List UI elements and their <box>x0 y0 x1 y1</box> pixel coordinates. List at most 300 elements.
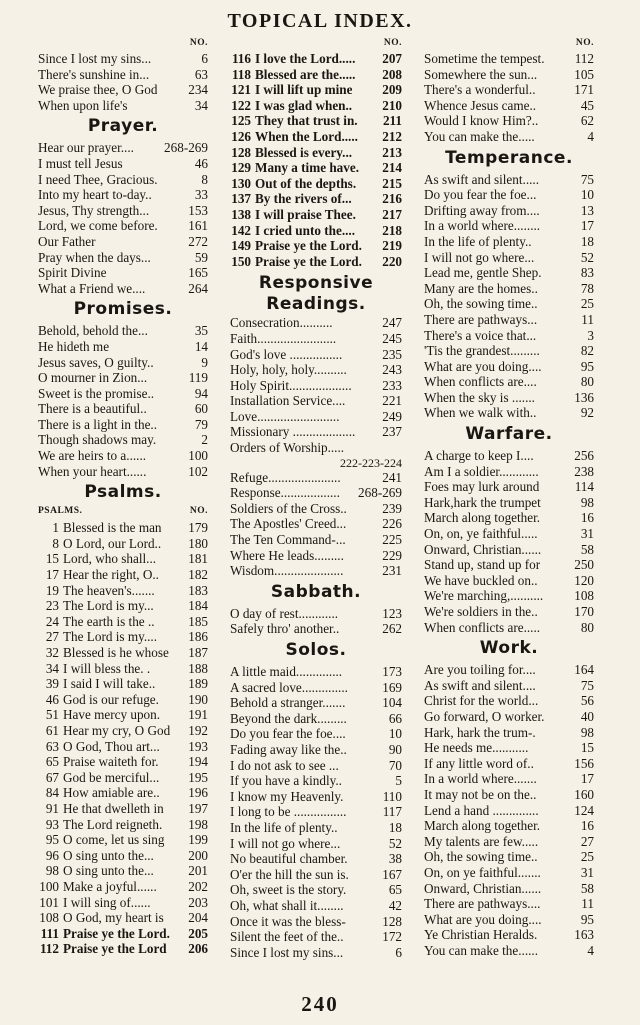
psalm-entry <box>38 707 208 723</box>
hymn-number: 218 <box>382 222 402 238</box>
index-entry <box>38 370 208 386</box>
hymn-number: 75 <box>580 677 594 693</box>
psalm-entry <box>38 801 208 817</box>
entry-title <box>230 113 358 129</box>
index-entry <box>230 664 402 680</box>
hymn-number: 220 <box>382 253 402 269</box>
index-entry <box>38 281 208 297</box>
psalm-number: 125 <box>231 113 251 129</box>
index-entry <box>38 448 208 464</box>
index-entry <box>424 265 594 281</box>
psalm-number: 23 <box>45 598 59 614</box>
entry-title <box>38 801 164 817</box>
entry-title: A charge to keep I.... <box>424 448 534 464</box>
hymn-number: 215 <box>382 175 402 191</box>
index-entry <box>38 401 208 417</box>
entry-list <box>230 664 402 960</box>
entry-title <box>230 98 352 114</box>
entry-title: In a world where....... <box>424 771 537 787</box>
hymn-number: 17 <box>580 218 594 234</box>
hymn-number: 95 <box>580 911 594 927</box>
psalm-number: 118 <box>231 66 251 82</box>
section-heading-work: Work. <box>479 638 539 659</box>
hymn-number: 250 <box>574 557 594 573</box>
index-entry <box>424 359 594 375</box>
hymn-number: 245 <box>382 330 402 346</box>
psalm-entry <box>230 145 402 161</box>
psalm-entry <box>38 723 208 739</box>
entry-title: Holy Spirit................... <box>230 377 352 393</box>
psalm-number: 34 <box>45 660 59 676</box>
index-entry <box>424 218 594 234</box>
index-entry <box>230 331 402 347</box>
psalm-number: 100 <box>39 878 59 894</box>
psalm-number: 149 <box>231 238 251 254</box>
psalm-title: Lord, who shall... <box>63 551 157 567</box>
entry-title: Once it was the bless- <box>230 913 346 929</box>
entry-title: Drifting away from.... <box>424 202 540 218</box>
hymn-number: 119 <box>188 370 208 386</box>
entry-title: When your heart...... <box>38 463 147 479</box>
entry-title: If you have a kindly.. <box>230 773 342 789</box>
entry-title: If any little word of.. <box>424 755 534 771</box>
hymn-number: 190 <box>188 691 208 707</box>
entry-title: Pray when the days... <box>38 249 151 265</box>
psalm-title: Praise ye the Lord. <box>255 253 362 269</box>
entry-title: On, on ye faithful....... <box>424 864 541 880</box>
hymn-number: 210 <box>382 97 402 113</box>
hymn-number: 18 <box>388 819 402 835</box>
hymn-number: 170 <box>574 604 594 619</box>
psalm-title: I love the Lord..... <box>255 51 356 66</box>
index-entry <box>230 789 402 805</box>
entry-title: There is a light in the.. <box>38 416 158 432</box>
entry-title <box>38 551 156 567</box>
index-entry <box>424 865 594 881</box>
index-entry <box>230 945 402 961</box>
entry-title: Missionary ................... <box>230 424 356 440</box>
entry-title: Orders of Worship..... <box>230 440 345 456</box>
hymn-number: 10 <box>388 726 402 742</box>
section-heading-responsive-readings <box>230 269 402 315</box>
hymn-number: 189 <box>188 676 208 692</box>
hymn-number: 203 <box>188 894 208 910</box>
index-entry <box>230 773 402 789</box>
index-entry <box>424 834 594 850</box>
psalm-entry <box>38 645 208 661</box>
psalm-list <box>38 520 208 957</box>
psalm-number: 17 <box>45 567 59 583</box>
hymn-number: 221 <box>382 393 402 409</box>
psalm-title: Praise ye the Lord. <box>63 925 170 941</box>
entry-title: Silent the feet of the.. <box>230 929 344 945</box>
psalm-entry <box>38 832 208 848</box>
hymn-number: 225 <box>382 532 402 548</box>
psalm-entry <box>38 583 208 599</box>
hymn-number: 212 <box>382 128 402 144</box>
index-entry <box>424 67 594 83</box>
index-entry <box>230 758 402 774</box>
index-entry <box>230 914 402 930</box>
psalm-entry <box>230 176 402 192</box>
entry-title: Am I a soldier............ <box>424 463 539 479</box>
index-entry <box>230 726 402 742</box>
entry-title: Soldiers of the Cross.. <box>230 500 347 516</box>
index-entry <box>424 756 594 772</box>
index-entry <box>424 113 594 129</box>
hymn-number: 14 <box>194 338 208 354</box>
hymn-number: 237 <box>382 424 402 440</box>
entry-title <box>38 614 155 630</box>
hymn-number: 272 <box>188 233 208 249</box>
hymn-number: 156 <box>574 755 594 771</box>
entry-title: We're marching,.......... <box>424 588 544 604</box>
psalm-title: I said I will take.. <box>63 676 156 692</box>
hymn-number: 160 <box>574 786 594 802</box>
entry-title: The Ten Command-... <box>230 532 346 548</box>
psalm-title: Praise waiteth for. <box>63 754 159 770</box>
hymn-number: 82 <box>580 343 594 359</box>
hymn-number: 114 <box>574 479 594 495</box>
psalm-number: 65 <box>45 754 59 770</box>
hymn-number: 5 <box>395 773 402 789</box>
index-entry <box>424 573 594 589</box>
hymn-number: 65 <box>388 882 402 898</box>
psalm-number: 129 <box>231 160 251 176</box>
psalm-title: Make a joyful...... <box>63 878 157 894</box>
index-entry <box>424 328 594 344</box>
entry-title: There are pathways.... <box>424 896 541 912</box>
hymn-number: 243 <box>382 362 402 378</box>
psalm-title: Many a time have. <box>255 160 360 176</box>
index-entry <box>38 82 208 98</box>
entry-title: I must tell Jesus <box>38 155 123 171</box>
psalm-entry <box>38 520 208 536</box>
hymn-number: 226 <box>382 516 402 532</box>
entry-title: As swift and silent..... <box>424 171 540 187</box>
psalm-number: 101 <box>39 894 59 910</box>
index-entry <box>230 898 402 914</box>
psalm-title: Out of the depths. <box>255 175 357 191</box>
hymn-number: 58 <box>580 880 594 896</box>
hymn-number: 42 <box>388 897 402 913</box>
entry-title: I will not go where... <box>230 835 341 851</box>
entry-title <box>38 754 159 770</box>
psalm-entry <box>38 661 208 677</box>
index-entry <box>424 771 594 787</box>
index-entry <box>424 296 594 312</box>
psalm-title: God is our refuge. <box>63 691 159 707</box>
page-title: TOPICAL INDEX. <box>227 10 413 32</box>
entry-list <box>230 470 402 579</box>
entry-title: What are you doing.... <box>424 911 542 927</box>
psalm-title: I cried unto the.... <box>255 222 356 238</box>
hymn-number: 124 <box>574 802 594 818</box>
entry-title: Though shadows may. <box>38 432 157 448</box>
hymn-number: 204 <box>188 910 208 926</box>
psalm-title: O come, let us sing <box>63 832 165 848</box>
entry-title <box>38 879 157 895</box>
entry-title <box>230 223 355 239</box>
hymn-number: 18 <box>580 233 594 249</box>
hymn-number: 16 <box>580 510 594 526</box>
psalm-entry <box>230 129 402 145</box>
hymn-number: 192 <box>188 722 208 738</box>
hymn-number: 117 <box>382 804 402 820</box>
hymn-number: 4 <box>587 128 594 144</box>
index-entry <box>424 448 594 464</box>
entry-title: Sweet is the promise.. <box>38 385 155 401</box>
hymn-number: 256 <box>574 448 594 464</box>
entry-title: As swift and silent.... <box>424 677 536 693</box>
entry-title <box>38 910 164 926</box>
hymn-number: 233 <box>382 377 402 393</box>
column-2 <box>230 38 402 960</box>
entry-title: Safely thro' another.. <box>230 621 340 637</box>
entry-list <box>424 662 594 958</box>
hymn-number: 34 <box>194 97 208 113</box>
index-entry <box>230 424 402 440</box>
entry-title: Oh, the sowing time.. <box>424 849 538 865</box>
index-entry <box>38 464 208 480</box>
entry-title: There are pathways... <box>424 311 538 327</box>
psalm-number: 138 <box>231 206 251 222</box>
index-entry <box>38 323 208 339</box>
entry-title: The Apostles' Creed... <box>230 516 347 532</box>
entry-title: Love......................... <box>230 408 340 424</box>
no-header: NO. <box>383 38 402 48</box>
hymn-number: 40 <box>580 708 594 724</box>
entry-title <box>230 254 362 270</box>
entry-list <box>38 140 208 296</box>
entry-title: There is a beautiful.. <box>38 401 147 417</box>
psalm-entry <box>38 848 208 864</box>
entry-title: In the life of plenty.. <box>424 233 532 249</box>
index-entry <box>424 542 594 558</box>
entry-title <box>38 661 150 677</box>
hymn-number: 164 <box>574 662 594 678</box>
hymn-number: 173 <box>382 664 402 679</box>
psalm-entry <box>38 879 208 895</box>
hymn-number: 196 <box>188 785 208 801</box>
hymn-number: 179 <box>188 520 208 536</box>
hymn-number: 247 <box>382 315 402 331</box>
entry-title: What a Friend we.... <box>38 280 146 296</box>
entry-title <box>230 191 352 207</box>
hymn-number: 3 <box>587 327 594 343</box>
psalm-entry <box>230 238 402 254</box>
psalm-title: Blessed is every... <box>255 144 353 160</box>
index-entry <box>424 662 594 678</box>
entry-title: Foes may lurk around <box>424 479 540 495</box>
hymn-number: 62 <box>580 113 594 129</box>
index-entry <box>424 849 594 865</box>
entry-title: Behold, behold the... <box>38 323 148 339</box>
index-entry <box>38 203 208 219</box>
entry-title: March along together. <box>424 510 541 526</box>
entry-title: Oh, the sowing time.. <box>424 296 538 312</box>
hymn-number: 35 <box>194 323 208 339</box>
hymn-number: 4 <box>587 942 594 958</box>
entry-title <box>230 238 362 254</box>
psalm-number: 84 <box>45 785 59 801</box>
hymn-number: 191 <box>188 707 208 723</box>
hymn-number: 201 <box>188 863 208 879</box>
entry-title: Do you fear the foe.... <box>230 726 346 742</box>
hymn-number: 38 <box>388 851 402 867</box>
psalm-title: The Lord is my... <box>63 598 154 614</box>
psalm-number: 32 <box>45 645 59 660</box>
entry-title <box>230 51 355 67</box>
hymn-number: 200 <box>188 847 208 863</box>
psalm-entry <box>38 754 208 770</box>
psalm-number: 39 <box>45 676 59 692</box>
entry-title: I do not ask to see ... <box>230 757 339 773</box>
psalm-title: I will bless the. . <box>63 660 151 676</box>
hymn-number: 172 <box>382 929 402 945</box>
index-entry <box>230 409 402 425</box>
entry-title: Onward, Christian...... <box>424 541 542 557</box>
hymn-number: 6 <box>395 944 402 960</box>
entry-title: In a world where........ <box>424 218 541 234</box>
hymn-number: 102 <box>188 463 208 479</box>
psalm-title: The Lord reigneth. <box>63 816 163 832</box>
psalm-title: They that trust in. <box>255 113 358 129</box>
psalm-title: By the rivers of... <box>255 191 352 207</box>
entry-title: Stand up, stand up for <box>424 557 541 573</box>
psalm-title: I will sing of...... <box>63 894 151 910</box>
entry-title: Consecration.......... <box>230 315 333 331</box>
hymn-number: 217 <box>382 206 402 222</box>
index-entry <box>424 495 594 511</box>
hymn-number: 31 <box>580 526 594 542</box>
entry-title <box>38 536 161 552</box>
psalm-title: Have mercy upon. <box>63 707 161 723</box>
psalm-number: 95 <box>45 832 59 848</box>
entry-title: There's a wonderful.. <box>424 82 536 98</box>
hymn-number: 241 <box>382 469 402 485</box>
entry-title: We praise thee, O God <box>38 82 158 98</box>
entry-title: You can make the..... <box>424 128 535 144</box>
entry-title: I long to be ................ <box>230 804 347 820</box>
psalm-title: O Lord, our Lord.. <box>63 535 162 551</box>
entry-title <box>230 82 352 98</box>
psalm-number: 46 <box>45 691 59 707</box>
index-entry <box>230 362 402 378</box>
entry-title <box>38 520 162 536</box>
psalm-number: 150 <box>231 253 251 269</box>
psalm-entry <box>230 160 402 176</box>
psalm-number: 142 <box>231 222 251 238</box>
psalm-entry <box>38 926 208 942</box>
hymn-number: 268-269 <box>358 485 402 501</box>
hymn-number: 231 <box>382 563 402 579</box>
heading-line: Readings. <box>266 294 366 315</box>
entry-title: Installation Service.... <box>230 393 346 409</box>
entry-title: Oh, what shall it........ <box>230 897 344 913</box>
index-entry <box>424 678 594 694</box>
psalm-title: I will praise Thee. <box>255 206 356 222</box>
entry-title: Are you toiling for.... <box>424 662 536 678</box>
hymn-number: 70 <box>388 757 402 773</box>
entry-title: He hideth me <box>38 338 110 354</box>
psalm-list <box>230 51 402 269</box>
hymn-number: 211 <box>382 113 402 129</box>
hymn-number: 180 <box>188 535 208 551</box>
index-entry <box>38 98 208 114</box>
index-entry <box>38 432 208 448</box>
hymn-number: 165 <box>188 265 208 281</box>
hymn-number: 95 <box>580 358 594 374</box>
psalm-entry <box>230 207 402 223</box>
hymn-number: 195 <box>188 769 208 785</box>
entry-title <box>38 785 160 801</box>
hymn-number: 209 <box>382 82 402 98</box>
index-entry <box>424 82 594 98</box>
index-entry <box>424 709 594 725</box>
hymn-number: 11 <box>581 311 594 327</box>
index-entry <box>230 315 402 331</box>
index-entry <box>424 881 594 897</box>
index-entry <box>38 156 208 172</box>
psalm-title: Blessed is the man <box>63 520 162 536</box>
index-entry <box>424 787 594 803</box>
entry-title: Ye Christian Heralds. <box>424 927 538 943</box>
entry-title: I need Thee, Gracious. <box>38 171 158 187</box>
psalm-number: 128 <box>231 144 251 160</box>
entry-list <box>424 172 594 422</box>
psalm-number: 96 <box>45 847 59 863</box>
hymn-number: 208 <box>382 66 402 82</box>
entry-title: Faith........................ <box>230 330 337 346</box>
psalm-entry <box>38 910 208 926</box>
entry-title: Would I know Him?.. <box>424 113 539 129</box>
index-entry <box>38 355 208 371</box>
page-number: 240 <box>301 992 339 1016</box>
section-heading-warfare: Warfare. <box>465 424 553 445</box>
index-entry <box>230 501 402 517</box>
psalm-number: 112 <box>39 941 59 957</box>
hymn-number: 79 <box>194 416 208 432</box>
index-entry <box>230 929 402 945</box>
entry-title: Lord, we come before. <box>38 218 158 234</box>
hymn-number: 128 <box>382 913 402 929</box>
entry-title: You can make the...... <box>424 942 539 958</box>
psalm-title: Praise ye the Lord <box>63 941 167 957</box>
psalm-entry <box>230 82 402 98</box>
hymn-number: 59 <box>194 249 208 265</box>
section-heading-prayer: Prayer. <box>87 116 159 137</box>
index-entry <box>230 532 402 548</box>
psalm-entry <box>38 598 208 614</box>
entry-title: A little maid.............. <box>230 664 343 679</box>
entry-title <box>38 629 157 645</box>
no-header: NO. <box>575 38 594 48</box>
entry-title <box>38 941 167 957</box>
psalm-number: 63 <box>45 738 59 754</box>
entry-title: O day of rest............ <box>230 605 339 621</box>
entry-title: Somewhere the sun... <box>424 66 538 82</box>
index-entry <box>424 620 594 636</box>
hymn-number: 136 <box>574 389 594 405</box>
index-entry <box>424 250 594 266</box>
hymn-number: 238 <box>574 463 594 479</box>
index-entry <box>230 606 402 622</box>
hymn-number: 78 <box>580 280 594 296</box>
hymn-number: 17 <box>580 771 594 787</box>
psalm-entry <box>38 614 208 630</box>
entry-title <box>38 926 170 942</box>
